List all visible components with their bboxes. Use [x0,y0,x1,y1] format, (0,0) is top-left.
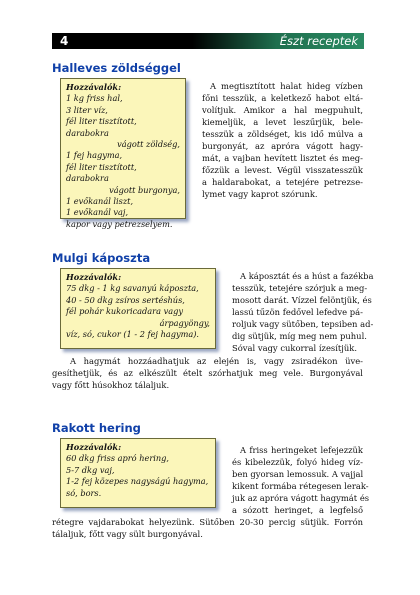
recipe-text-continued [52,516,363,540]
text-line: kiemeljük, a levet leszűrjük, bele- [202,117,363,127]
ingredient: 3 liter víz, [66,104,108,115]
page-header [52,33,364,49]
text-line: gesíthetjük, és az elkészült ételt szórhatjuk meg vele. Burgonyával [52,368,363,378]
ingredient: fél liter tisztított, darabokra [66,116,137,138]
ingredient: 1 fej hagyma, [66,150,123,161]
text-line: rétegre vajdarabokat helyezünk. Sütőben 20-30 percig sütjük. Forrón [52,517,363,527]
recipe-text [232,444,370,516]
recipe-title: Mulgi káposzta [52,251,151,265]
text-line: lassú tűzön fedővel lefedve pá- [232,307,363,317]
text-line: roljuk vagy sütőben, tepsiben ad- [232,319,374,329]
recipe-title: Rakott hering [52,421,141,435]
ingredients-box [60,438,216,508]
ingredient: 60 dkg friss apró hering, [66,453,169,464]
text-line: a sózott heringet, a legfelső [232,505,363,515]
text-line: ben gyorsan lemossuk. A vajjal [232,469,364,479]
recipe-title: Halleves zöldséggel [52,61,181,75]
text-line: főni tesszük, a keletkező habot eltá- [202,93,363,103]
ingredient: 75 dkg - 1 kg savanyú káposzta, [66,283,199,294]
text-line: tesszük, tetejére szórjuk a meg- [232,283,368,293]
ingredient: vágott zöldség, [117,139,180,150]
text-line: kikent formába rétegesen lerak- [232,481,369,491]
text-line: A megtisztított halat hideg vízben [210,81,363,91]
ingredients-label: Hozzávalók: [66,82,122,92]
ingredient: vágott burgonya, [109,184,180,195]
ingredient: kapor vagy petrezselyem. [66,218,173,229]
page-number: 4 [60,34,69,48]
recipe-text [202,80,363,200]
text-line: A hagymát hozzáadhatjuk az elején is, vagy zsiradékon üve- [70,356,363,366]
ingredient: 1 evőkanál liszt, [66,196,134,207]
ingredients-label: Hozzávalók: [66,442,122,452]
text-line: burgonyát, az apróra vágott hagy- [202,141,363,151]
running-title: Észt receptek [279,34,358,48]
ingredients-box [60,78,186,229]
text-line: tesszük a zöldséget, kis idő múlva a [202,129,363,139]
ingredient: víz, só, cukor (1 - 2 fej hagyma). [66,329,200,340]
text-line: A friss heringeket lefejezzük [240,445,363,455]
ingredient: 1-2 fej közepes nagyságú hagyma, [66,476,209,487]
text-line: dig sütjük, míg meg nem puhul. [232,331,367,341]
ingredient: árpagyöngy, [159,317,210,328]
ingredient: 40 - 50 dkg zsíros sertéshús, [66,294,185,305]
text-line: tálaljuk, főtt vagy sült burgonyával. [52,529,203,539]
text-line: mosott darát. Vízzel felöntjük, és [232,295,372,305]
text-line: volítjuk. Amikor a hal megpuhult, [202,105,363,115]
ingredient: fél liter tisztított, darabokra [66,161,137,184]
text-line: A káposztát és a húst a fazékba [240,271,374,281]
text-line: a haldarabokat, a tetejére petrezse- [202,177,363,187]
ingredients-label: Hozzávalók: [66,272,122,282]
text-line: lymet vagy kaprot szórunk. [202,189,318,199]
text-line: juk az apróra vágott hagymát és [232,493,370,503]
recipe-text [232,270,374,354]
ingredient: 1 kg friss hal, [66,93,123,104]
text-line: főzzük a levest. Végül visszatesszük [202,165,363,175]
text-line: és kibelezzük, folyó hideg víz- [232,457,363,467]
text-line: mát, a vajban hevített lisztet és meg- [202,153,363,163]
ingredient: só, bors. [66,487,102,498]
text-line: Sóval vagy cukorral ízesítjük. [232,343,357,353]
ingredient: 5-7 dkg vaj, [66,464,115,475]
recipe-text-continued [52,355,363,391]
ingredients-box [60,268,216,349]
ingredient: fél pohár kukoricadara vagy [66,306,183,317]
text-line: vagy főtt húsokhoz tálaljuk. [52,380,170,390]
ingredient: 1 evőkanál vaj, [66,207,129,218]
